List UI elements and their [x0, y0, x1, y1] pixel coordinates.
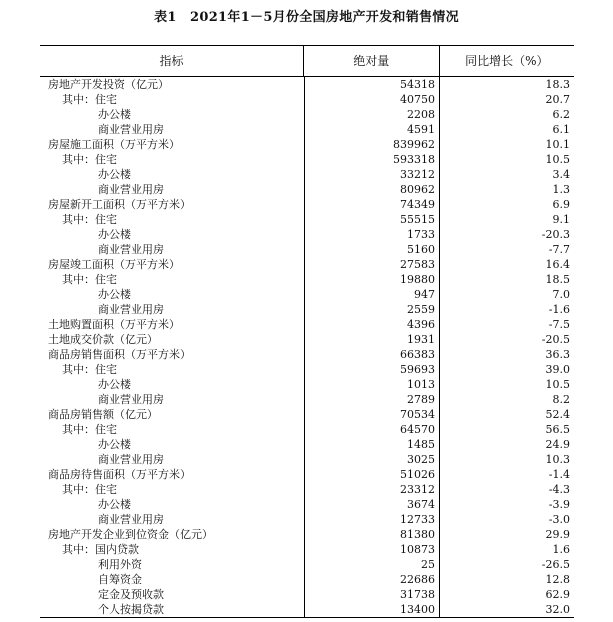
row-indicator: 其中：住宅: [62, 363, 117, 376]
row-absolute-value: 59693: [304, 362, 439, 377]
row-yoy-growth: 62.9: [439, 587, 574, 602]
row-yoy-growth: 10.3: [439, 452, 574, 467]
row-indicator: 办公楼: [98, 108, 131, 121]
row-indicator: 其中：住宅: [62, 213, 117, 226]
row-indicator: 个人按揭贷款: [98, 603, 164, 616]
row-absolute-value: 54318: [304, 77, 439, 92]
row-yoy-growth: 56.5: [439, 422, 574, 437]
table-row: [40, 392, 574, 407]
row-yoy-growth: 16.4: [439, 257, 574, 272]
row-absolute-value: 1733: [304, 227, 439, 242]
table-row: [40, 587, 574, 602]
row-yoy-growth: -3.0: [439, 512, 574, 527]
row-indicator: 商业营业用房: [98, 243, 164, 256]
row-absolute-value: 81380: [304, 527, 439, 542]
row-indicator: 商业营业用房: [98, 453, 164, 466]
table-row: [40, 257, 574, 272]
row-yoy-growth: -20.5: [439, 332, 574, 347]
row-absolute-value: 25: [304, 557, 439, 572]
table-row: [40, 182, 574, 197]
row-yoy-growth: 1.3: [439, 182, 574, 197]
row-absolute-value: 66383: [304, 347, 439, 362]
row-indicator: 土地成交价款（亿元）: [48, 333, 158, 346]
row-indicator: 商业营业用房: [98, 183, 164, 196]
row-indicator: 其中：住宅: [62, 483, 117, 496]
row-yoy-growth: 1.6: [439, 542, 574, 557]
table-row: [40, 197, 574, 212]
row-yoy-growth: 12.8: [439, 572, 574, 587]
row-absolute-value: 70534: [304, 407, 439, 422]
row-absolute-value: 12733: [304, 512, 439, 527]
row-indicator: 利用外资: [98, 558, 142, 571]
header-indicator: 指标: [159, 54, 184, 68]
row-indicator: 办公楼: [98, 168, 131, 181]
row-indicator: 房地产开发企业到位资金（亿元）: [48, 528, 213, 541]
row-absolute-value: 80962: [304, 182, 439, 197]
row-yoy-growth: -1.4: [439, 467, 574, 482]
row-yoy-growth: 36.3: [439, 347, 574, 362]
row-yoy-growth: 18.3: [439, 77, 574, 92]
row-yoy-growth: 7.0: [439, 287, 574, 302]
row-indicator: 定金及预收款: [98, 588, 164, 601]
row-yoy-growth: 6.9: [439, 197, 574, 212]
table-row: [40, 122, 574, 137]
row-absolute-value: 31738: [304, 587, 439, 602]
row-yoy-growth: -7.7: [439, 242, 574, 257]
table-row: [40, 602, 574, 617]
table-row: [40, 167, 574, 182]
table-row: [40, 512, 574, 527]
row-yoy-growth: 20.7: [439, 92, 574, 107]
row-indicator: 自筹资金: [98, 573, 142, 586]
table-row: [40, 527, 574, 542]
header-absolute: 绝对量: [303, 46, 439, 76]
row-absolute-value: 947: [304, 287, 439, 302]
row-indicator: 房屋竣工面积（万平方米）: [48, 258, 180, 271]
row-absolute-value: 55515: [304, 212, 439, 227]
row-absolute-value: 5160: [304, 242, 439, 257]
row-indicator: 商品房销售面积（万平方米）: [48, 348, 191, 361]
row-yoy-growth: -26.5: [439, 557, 574, 572]
row-indicator: 房屋施工面积（万平方米）: [48, 138, 180, 151]
row-absolute-value: 51026: [304, 467, 439, 482]
row-absolute-value: 64570: [304, 422, 439, 437]
row-absolute-value: 2789: [304, 392, 439, 407]
row-yoy-growth: 10.5: [439, 377, 574, 392]
row-yoy-growth: 8.2: [439, 392, 574, 407]
table-row: [40, 542, 574, 557]
row-absolute-value: 2559: [304, 302, 439, 317]
table-row: [40, 347, 574, 362]
table-row: [40, 467, 574, 482]
table-header: [40, 46, 574, 77]
row-indicator: 办公楼: [98, 288, 131, 301]
table-row: [40, 362, 574, 377]
row-yoy-growth: -1.6: [439, 302, 574, 317]
row-absolute-value: 593318: [304, 152, 439, 167]
row-absolute-value: 3025: [304, 452, 439, 467]
table-row: [40, 152, 574, 167]
row-absolute-value: 2208: [304, 107, 439, 122]
table-body: [40, 77, 574, 617]
table-row: [40, 302, 574, 317]
table-row: [40, 452, 574, 467]
row-yoy-growth: 29.9: [439, 527, 574, 542]
row-absolute-value: 19880: [304, 272, 439, 287]
table-row: [40, 317, 574, 332]
row-indicator: 其中：住宅: [62, 423, 117, 436]
row-indicator: 商业营业用房: [98, 513, 164, 526]
row-absolute-value: 1013: [304, 377, 439, 392]
table-row: [40, 572, 574, 587]
row-yoy-growth: 10.1: [439, 137, 574, 152]
row-yoy-growth: -20.3: [439, 227, 574, 242]
table-row: [40, 482, 574, 497]
row-yoy-growth: -3.9: [439, 497, 574, 512]
row-indicator: 办公楼: [98, 378, 131, 391]
row-absolute-value: 33212: [304, 167, 439, 182]
row-indicator: 商品房销售额（亿元）: [48, 408, 158, 421]
row-indicator: 商业营业用房: [98, 393, 164, 406]
row-yoy-growth: 52.4: [439, 407, 574, 422]
row-yoy-growth: 6.1: [439, 122, 574, 137]
table-row: [40, 287, 574, 302]
row-yoy-growth: -7.5: [439, 317, 574, 332]
row-yoy-growth: 24.9: [439, 437, 574, 452]
table-row: [40, 212, 574, 227]
row-indicator: 商业营业用房: [98, 303, 164, 316]
row-yoy-growth: 39.0: [439, 362, 574, 377]
row-indicator: 办公楼: [98, 228, 131, 241]
table-row: [40, 107, 574, 122]
table-row: [40, 422, 574, 437]
row-absolute-value: 23312: [304, 482, 439, 497]
table-row: [40, 437, 574, 452]
table-row: [40, 377, 574, 392]
table-row: [40, 407, 574, 422]
row-absolute-value: 22686: [304, 572, 439, 587]
table-row: [40, 77, 574, 92]
row-absolute-value: 40750: [304, 92, 439, 107]
row-yoy-growth: 6.2: [439, 107, 574, 122]
row-indicator: 商品房待售面积（万平方米）: [48, 468, 191, 481]
row-absolute-value: 4591: [304, 122, 439, 137]
row-absolute-value: 13400: [304, 602, 439, 617]
row-indicator: 其中：住宅: [62, 93, 117, 106]
row-yoy-growth: 3.4: [439, 167, 574, 182]
table-title: 表1 2021年1－5月份全国房地产开发和销售情况: [154, 10, 459, 25]
header-yoy: 同比增长（%）: [439, 46, 575, 76]
row-indicator: 商业营业用房: [98, 123, 164, 136]
table-row: [40, 92, 574, 107]
row-yoy-growth: 10.5: [439, 152, 574, 167]
table-row: [40, 497, 574, 512]
table-row: [40, 272, 574, 287]
row-absolute-value: 74349: [304, 197, 439, 212]
row-yoy-growth: -4.3: [439, 482, 574, 497]
row-indicator: 办公楼: [98, 438, 131, 451]
row-indicator: 土地购置面积（万平方米）: [48, 318, 180, 331]
data-table: [40, 45, 574, 618]
row-absolute-value: 10873: [304, 542, 439, 557]
row-indicator: 其中：住宅: [62, 273, 117, 286]
table-row: [40, 242, 574, 257]
row-indicator: 其中：住宅: [62, 153, 117, 166]
row-indicator: 其中：国内贷款: [62, 543, 139, 556]
table-row: [40, 557, 574, 572]
row-yoy-growth: 9.1: [439, 212, 574, 227]
row-absolute-value: 3674: [304, 497, 439, 512]
row-absolute-value: 4396: [304, 317, 439, 332]
table-row: [40, 227, 574, 242]
row-absolute-value: 27583: [304, 257, 439, 272]
row-indicator: 房地产开发投资（亿元）: [48, 78, 169, 91]
row-yoy-growth: 18.5: [439, 272, 574, 287]
row-absolute-value: 1485: [304, 437, 439, 452]
table-row: [40, 332, 574, 347]
row-yoy-growth: 32.0: [439, 602, 574, 617]
row-indicator: 办公楼: [98, 498, 131, 511]
row-indicator: 房屋新开工面积（万平方米）: [48, 198, 191, 211]
row-absolute-value: 1931: [304, 332, 439, 347]
table-row: [40, 137, 574, 152]
row-absolute-value: 839962: [304, 137, 439, 152]
